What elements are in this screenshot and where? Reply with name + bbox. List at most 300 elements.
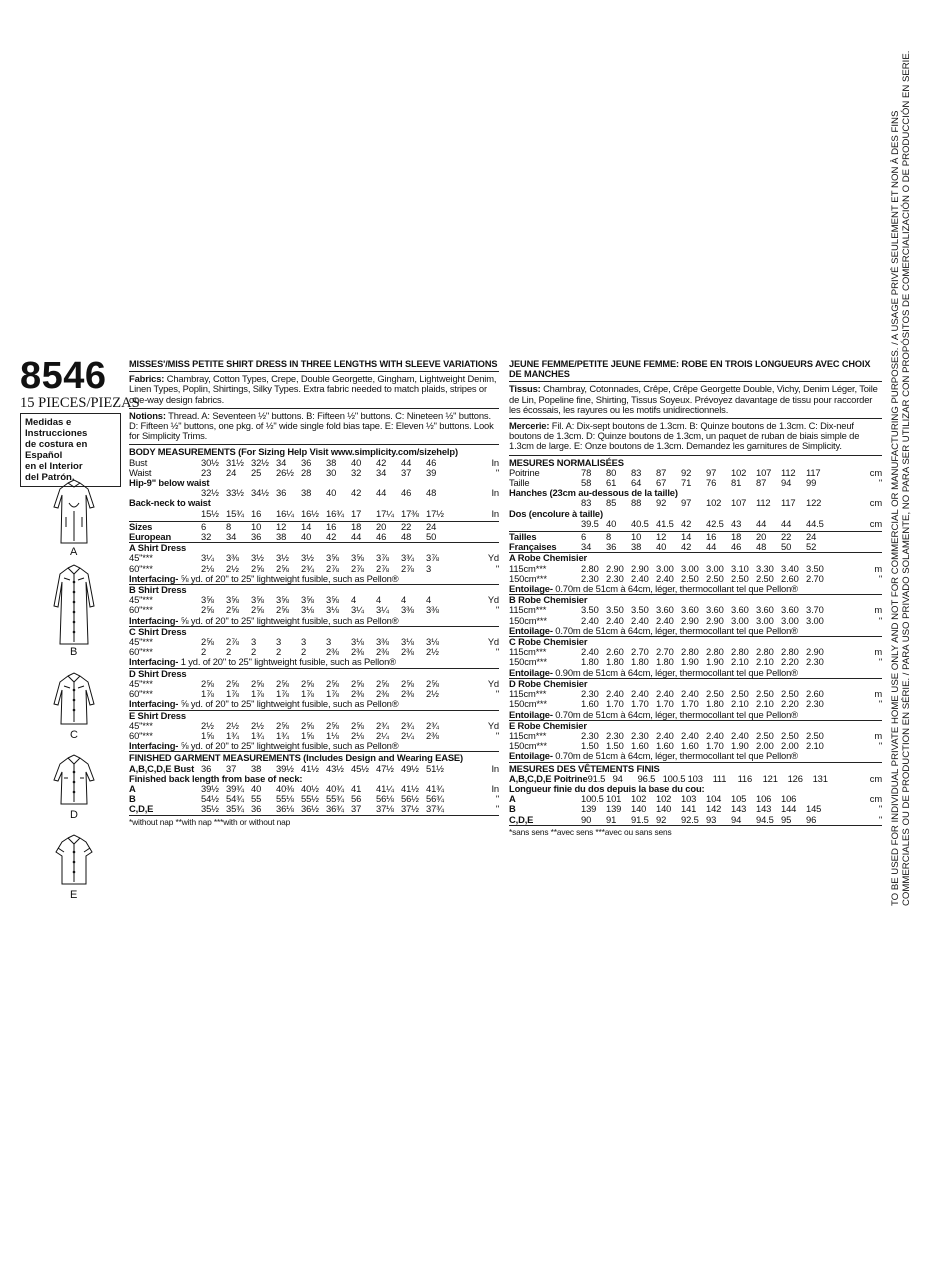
cell-value: 2⅞ xyxy=(376,562,389,574)
cell-value: 2⅜ xyxy=(351,688,364,700)
table-row xyxy=(509,804,882,814)
row-label: Sizes xyxy=(129,520,153,532)
cell-value: 80 xyxy=(606,466,617,478)
cell-value: 90 xyxy=(581,813,592,825)
cell-value: 12 xyxy=(276,520,287,532)
cell-value: 44 xyxy=(706,541,717,553)
cell-value: 2.30 xyxy=(581,729,599,741)
unit: " xyxy=(495,604,499,616)
cell-value: 2.50 xyxy=(706,688,724,700)
yardage-sections xyxy=(129,543,499,752)
cell-value: 41¼ xyxy=(376,782,394,794)
row-label: C,D,E xyxy=(509,813,534,825)
cell-value: 116 xyxy=(737,772,753,784)
unit: m xyxy=(874,729,882,741)
cell-value: 2 xyxy=(226,646,232,658)
cell-value: 36 xyxy=(251,531,262,543)
cell-value: 106 xyxy=(781,793,797,805)
cell-value: 1¾ xyxy=(276,729,289,741)
unit: " xyxy=(878,803,882,815)
cell-value: 3½ xyxy=(251,552,264,564)
cell-value: 58 xyxy=(581,477,592,489)
cell-value: 93 xyxy=(706,813,717,825)
cell-value: 107 xyxy=(731,497,747,509)
cell-value: 2⅝ xyxy=(301,719,314,731)
cell-value: 3¾ xyxy=(401,552,414,564)
cell-value: 2.40 xyxy=(631,572,649,584)
unit: Yd xyxy=(487,594,499,606)
cell-value: 121 xyxy=(762,772,778,784)
section-title: A Shirt Dress xyxy=(129,542,187,554)
cell-value: 4 xyxy=(376,594,382,606)
cell-value: 49½ xyxy=(401,762,419,774)
cell-value: 39 xyxy=(426,466,437,478)
interfacing-note: Entoilage- 0.70m de 51cm à 64cm, léger, thermocollant tel que Pellon® xyxy=(509,750,798,762)
cell-value: 40 xyxy=(301,531,312,543)
cell-value: 2⅝ xyxy=(276,604,289,616)
unit: m xyxy=(874,604,882,616)
cell-value: 2.10 xyxy=(731,656,749,668)
cell-value: 105 xyxy=(731,793,747,805)
cell-value: 1⅝ xyxy=(301,729,314,741)
unit: In xyxy=(491,487,499,499)
cell-value: 17 xyxy=(351,507,362,519)
cell-value: 1.90 xyxy=(681,656,699,668)
cell-value: 2⅝ xyxy=(326,677,339,689)
yardage-section xyxy=(509,721,882,763)
cell-value: 2⅜ xyxy=(426,729,439,741)
yardage-section xyxy=(509,595,882,637)
cell-value: 1.80 xyxy=(581,656,599,668)
cell-value: 106 xyxy=(756,793,772,805)
cell-value: 8 xyxy=(226,520,232,532)
yardage-section xyxy=(129,627,499,669)
unit: " xyxy=(495,793,499,805)
unit: cm xyxy=(869,517,882,529)
table-row xyxy=(129,721,499,731)
cell-value: 18 xyxy=(731,531,742,543)
cell-value: 94 xyxy=(781,477,792,489)
english-footnote: *without nap **with nap ***with or without nap xyxy=(129,816,291,827)
cell-value: 96 xyxy=(806,813,817,825)
french-notions xyxy=(509,419,882,456)
cell-value: 14 xyxy=(681,531,692,543)
cell-value: 88 xyxy=(631,497,642,509)
cell-value: 3¼ xyxy=(351,604,364,616)
yardage-section xyxy=(509,553,882,595)
cell-value: 143 xyxy=(756,803,772,815)
cell-value: 44 xyxy=(376,487,387,499)
cell-value: 2⅜ xyxy=(401,688,414,700)
row-label: 150cm*** xyxy=(509,656,547,668)
cell-value: 3.50 xyxy=(581,604,599,616)
cell-value: 44 xyxy=(756,517,767,529)
cell-value: 10 xyxy=(631,531,642,543)
table-row xyxy=(509,815,882,825)
cell-value: 2.50 xyxy=(781,729,799,741)
cell-value: 3⅝ xyxy=(251,594,264,606)
cell-value: 40⅜ xyxy=(276,782,294,794)
cell-value: 1.90 xyxy=(706,656,724,668)
cell-value: 44 xyxy=(351,531,362,543)
disclaimer-line: COMMERCIALES OU DE PRODUCTION EN SÉRIE. / PARA USO PRIVADO SOLAMENTE, NO PARA SER UTILIZAR CON PROPÓSITOS DE COMERCIALIZACIÓN O DE PRODUCCIÓN EN SERIE. xyxy=(901,50,912,906)
cell-value: 18 xyxy=(351,520,362,532)
french-footnote: *sans sens **avec sens ***avec ou sans sens xyxy=(509,826,672,837)
interfacing-label: Interfacing- xyxy=(129,614,179,626)
row-label: 115cm*** xyxy=(509,562,547,574)
french-fabrics xyxy=(509,382,882,419)
cell-value: 40 xyxy=(326,487,337,499)
dress-back-sketch-a xyxy=(52,477,96,547)
view-label-e: E xyxy=(70,889,78,901)
cell-value: 96.5 xyxy=(637,772,656,784)
cell-value: 3.40 xyxy=(781,562,799,574)
measure-table xyxy=(509,731,882,751)
cell-value: 2.40 xyxy=(606,688,624,700)
cell-value: 48 xyxy=(401,531,412,543)
spanish-note xyxy=(20,413,121,487)
row-label: Françaises xyxy=(509,541,557,553)
cell-value: 1.70 xyxy=(606,698,624,710)
spanish-note-line: de costura en Español xyxy=(25,439,88,461)
interfacing-note: Interfacing- ⅝ yd. of 20" to 25" lightweight fusible, such as Pellon® xyxy=(129,572,399,584)
cell-value: 44.5 xyxy=(806,517,824,529)
cell-value: 42 xyxy=(376,456,387,468)
cell-value: 17¼ xyxy=(376,507,394,519)
measure-table xyxy=(129,522,499,542)
cell-value: 2⅜ xyxy=(326,646,339,658)
view-label-b: B xyxy=(70,646,78,658)
cell-value: 2.80 xyxy=(781,646,799,658)
cell-value: 2.20 xyxy=(781,698,799,710)
cell-value: 51½ xyxy=(426,762,444,774)
unit: cm xyxy=(869,466,882,478)
cell-value: 3.00 xyxy=(731,614,749,626)
cell-value: 2.50 xyxy=(806,729,824,741)
cell-value: 3⅛ xyxy=(301,604,314,616)
row-label: 115cm*** xyxy=(509,646,547,658)
section-title: C Robe Chemisier xyxy=(509,636,588,648)
notions-label: Mercerie: xyxy=(509,420,550,432)
cell-value: 2¼ xyxy=(376,729,389,741)
unit: " xyxy=(878,572,882,584)
cell-value: 47½ xyxy=(376,762,394,774)
cell-value: 42 xyxy=(326,531,337,543)
cell-value: 3⅛ xyxy=(426,636,439,648)
dress-front-sketch-e xyxy=(52,832,96,888)
cell-value: 38 xyxy=(631,541,642,553)
cell-value: 3 xyxy=(301,636,307,648)
interfacing-note: Interfacing- ⅝ yd. of 20" to 25" lightweight fusible, such as Pellon® xyxy=(129,698,399,710)
finished-length-table xyxy=(129,784,499,815)
cell-value: 1.60 xyxy=(681,740,699,752)
section-title: E Robe Chemisier xyxy=(509,719,587,731)
english-title: MISSES'/MISS PETITE SHIRT DRESS IN THREE LENGTHS WITH SLEEVE VARIATIONS xyxy=(129,359,499,372)
cell-value: 117 xyxy=(806,466,821,478)
body-measurements-header: BODY MEASUREMENTS (For Sizing Help Visit www.simplicity.com/sizehelp) xyxy=(129,446,458,458)
cell-value: 103 xyxy=(687,772,703,784)
table-row xyxy=(509,699,882,709)
cell-value: 23 xyxy=(201,466,212,478)
cell-value: 102 xyxy=(706,497,722,509)
row-label: 150cm*** xyxy=(509,614,547,626)
cell-value: 56⅛ xyxy=(376,793,394,805)
cell-value: 2 xyxy=(201,646,207,658)
view-label-c: C xyxy=(70,729,78,741)
cell-value: 81 xyxy=(731,477,742,489)
view-label-a: A xyxy=(70,546,78,558)
cell-value: 140 xyxy=(656,803,672,815)
cell-value: 91.5 xyxy=(631,813,649,825)
row-label: Poitrine xyxy=(509,466,540,478)
cell-value: 16 xyxy=(706,531,717,543)
cell-value: 38 xyxy=(251,762,262,774)
cell-value: 43½ xyxy=(326,762,344,774)
measure-table xyxy=(129,458,499,519)
cell-value: 2⅝ xyxy=(376,677,389,689)
cell-value: 1.50 xyxy=(606,740,624,752)
cell-value: 6 xyxy=(581,531,587,543)
cell-value: 2.60 xyxy=(606,646,624,658)
cell-value: 87 xyxy=(656,466,667,478)
cell-value: 2.40 xyxy=(631,688,649,700)
cell-value: 22 xyxy=(401,520,412,532)
cell-value: 16 xyxy=(326,520,337,532)
disclaimer-line: TO BE USED FOR INDIVIDUAL PRIVATE HOME USE ONLY AND NOT FOR COMMERCIAL OR MANUFACTURING PURPOSES. / A USAGE PRIVÉ SEULEMENT ET NON À DES FINS xyxy=(890,110,901,906)
unit: In xyxy=(491,782,499,794)
row-label: 60"*** xyxy=(129,562,153,574)
row-label: Hanches (23cm au-dessous de la taille) xyxy=(509,487,678,499)
measure-table xyxy=(129,595,499,615)
cell-value: 42.5 xyxy=(706,517,724,529)
row-label: 150cm*** xyxy=(509,740,547,752)
cell-value: 71 xyxy=(681,477,692,489)
cell-value: 36⅛ xyxy=(276,803,294,815)
cell-value: 2⅝ xyxy=(351,719,364,731)
cell-value: 3.50 xyxy=(631,604,649,616)
cell-value: 34 xyxy=(226,531,237,543)
interfacing-note: Entoilage- 0.70m de 51cm à 64cm, léger, thermocollant tel que Pellon® xyxy=(509,624,798,636)
cell-value: 39¾ xyxy=(226,782,244,794)
cell-value: 41½ xyxy=(401,782,419,794)
cell-value: 40½ xyxy=(301,782,319,794)
cell-value: 35¾ xyxy=(226,803,244,815)
cell-value: 14 xyxy=(301,520,312,532)
cell-value: 2.10 xyxy=(806,740,824,752)
table-row xyxy=(129,478,499,488)
cell-value: 1¾ xyxy=(226,729,239,741)
cell-value: 4 xyxy=(401,594,407,606)
cell-value: 2.60 xyxy=(806,688,824,700)
row-label: A xyxy=(129,782,136,794)
cell-value: 34 xyxy=(376,466,387,478)
cell-value: 56 xyxy=(351,793,362,805)
table-row xyxy=(129,595,499,605)
measure-table xyxy=(129,553,499,573)
cell-value: 2.40 xyxy=(656,688,674,700)
cell-value: 91.5 xyxy=(587,772,606,784)
cell-value: 39½ xyxy=(276,762,294,774)
cell-value: 3½ xyxy=(301,552,314,564)
row-label: 115cm*** xyxy=(509,604,547,616)
cell-value: 2.20 xyxy=(781,656,799,668)
table-row xyxy=(509,468,882,478)
section-title: B Robe Chemisier xyxy=(509,594,588,606)
cell-value: 2⅜ xyxy=(376,646,389,658)
cell-value: 3¼ xyxy=(201,552,214,564)
cell-value: 3.00 xyxy=(706,562,724,574)
cell-value: 92.5 xyxy=(681,813,699,825)
cell-value: 2.70 xyxy=(806,572,824,584)
cell-value: 2½ xyxy=(201,719,214,731)
table-row xyxy=(129,553,499,563)
cell-value: 10 xyxy=(251,520,262,532)
cell-value: 40 xyxy=(351,456,362,468)
cell-value: 40 xyxy=(606,517,617,529)
english-fabrics xyxy=(129,372,499,409)
cell-value: 102 xyxy=(731,466,747,478)
row-label: Back-neck to waist xyxy=(129,497,211,509)
table-row xyxy=(509,519,882,529)
body-measurements-table xyxy=(129,458,499,519)
unit: " xyxy=(878,656,882,668)
cell-value: 35½ xyxy=(201,803,219,815)
cell-value: 3.70 xyxy=(806,604,824,616)
cell-value: 2.50 xyxy=(731,688,749,700)
cell-value: 2⅝ xyxy=(251,562,264,574)
row-label xyxy=(509,519,581,529)
unit: " xyxy=(878,813,882,825)
cell-value: 2.30 xyxy=(631,729,649,741)
cell-value: 2.00 xyxy=(781,740,799,752)
cell-value: 112 xyxy=(781,466,796,478)
cell-value: 3.60 xyxy=(706,604,724,616)
finished-header: FINISHED GARMENT MEASUREMENTS (Includes Design and Wearing EASE) xyxy=(129,752,464,764)
cell-value: 83 xyxy=(631,466,642,478)
yardage-section xyxy=(129,543,499,585)
unit: m xyxy=(874,646,882,658)
measure-table xyxy=(509,468,882,529)
cell-value: 2.80 xyxy=(581,562,599,574)
cell-value: 2⅝ xyxy=(226,677,239,689)
cell-value: 2⅝ xyxy=(201,677,214,689)
cell-value: 24 xyxy=(426,520,437,532)
cell-value: 3.00 xyxy=(781,614,799,626)
cell-value: 48 xyxy=(756,541,767,553)
cell-value: 28 xyxy=(301,466,312,478)
cell-value: 2.10 xyxy=(756,698,774,710)
cell-value: 22 xyxy=(781,531,792,543)
cell-value: 2.50 xyxy=(756,572,774,584)
cell-value: 41¾ xyxy=(426,782,444,794)
cell-value: 2½ xyxy=(426,646,439,658)
unit: m xyxy=(874,688,882,700)
cell-value: 94 xyxy=(612,772,623,784)
cell-value: 2⅜ xyxy=(401,646,414,658)
cell-value: 15½ xyxy=(201,507,219,519)
cell-value: 3⅜ xyxy=(226,552,239,564)
cell-value: 94 xyxy=(731,813,742,825)
cell-value: 3.00 xyxy=(656,562,674,574)
cell-value: 2⅝ xyxy=(351,677,364,689)
cell-value: 1⅞ xyxy=(301,688,314,700)
cell-value: 31½ xyxy=(226,456,244,468)
cell-value: 100.5 xyxy=(662,772,686,784)
table-row xyxy=(509,542,882,552)
cell-value: 2.50 xyxy=(681,572,699,584)
cell-value: 32 xyxy=(351,466,362,478)
row-label: Dos (encolure à taille) xyxy=(509,507,603,519)
cell-value: 24 xyxy=(226,466,237,478)
cell-value: 3⅝ xyxy=(326,594,339,606)
unit: Yd xyxy=(487,636,499,648)
interfacing-note: Entoilage- 0.90m de 51cm à 64cm, léger, thermocollant tel que Pellon® xyxy=(509,666,798,678)
interfacing-label: Entoilage- xyxy=(509,666,553,678)
cell-value: 41.5 xyxy=(656,517,674,529)
sizes-table xyxy=(509,532,882,552)
cell-value: 3⅛ xyxy=(351,636,364,648)
cell-value: 97 xyxy=(706,466,717,478)
section-title: E Shirt Dress xyxy=(129,709,186,721)
cell-value: 2.30 xyxy=(806,698,824,710)
fabrics-text: Chambray, Cotton Types, Crepe, Double Georgette, Gingham, Lightweight Denim, Linen Types, Poplin, Shirtings, Silky Types. Extra fabric needed to match plaids, stripes or one-way design fabrics. xyxy=(129,373,497,405)
cell-value: 2⅝ xyxy=(251,677,264,689)
cell-value: 2.70 xyxy=(656,646,674,658)
cell-value: 2 xyxy=(251,646,257,658)
table-row xyxy=(129,637,499,647)
cell-value: 2¾ xyxy=(376,719,389,731)
cell-value: 2.90 xyxy=(681,614,699,626)
cell-value: 3.00 xyxy=(806,614,824,626)
cell-value: 3⅞ xyxy=(376,552,389,564)
cell-value: 126 xyxy=(787,772,803,784)
cell-value: 2⅝ xyxy=(326,719,339,731)
measure-table xyxy=(509,532,882,552)
cell-value: 122 xyxy=(806,497,822,509)
dress-front-sketch-b xyxy=(52,562,96,648)
cell-value: 1.70 xyxy=(631,698,649,710)
row-label: 60"*** xyxy=(129,646,153,658)
row-label: 60"*** xyxy=(129,604,153,616)
cell-value: 92 xyxy=(681,466,692,478)
row-label: A xyxy=(509,793,516,805)
cell-value: 2.90 xyxy=(806,646,824,658)
yardage-section xyxy=(129,585,499,627)
cell-value: 3⅝ xyxy=(276,594,289,606)
cell-value: 2.40 xyxy=(681,729,699,741)
cell-value: 3⅝ xyxy=(351,552,364,564)
row-label xyxy=(129,509,201,519)
row-label: B xyxy=(129,793,136,805)
cell-value: 2.70 xyxy=(631,646,649,658)
cell-value: 36¾ xyxy=(326,803,344,815)
cell-value: 3.60 xyxy=(756,604,774,616)
interfacing-note: Entoilage- 0.70m de 51cm à 64cm, léger, thermocollant tel que Pellon® xyxy=(509,708,798,720)
cell-value: 46 xyxy=(731,541,742,553)
cell-value: 32½ xyxy=(251,456,269,468)
table-row xyxy=(509,509,882,519)
finished-back-label: Longueur finie du dos depuis la base du cou: xyxy=(509,782,705,794)
cell-value: 143 xyxy=(731,803,747,815)
row-label: 150cm*** xyxy=(509,572,547,584)
cell-value: 2½ xyxy=(426,688,439,700)
interfacing-note: Interfacing- ⅝ yd. of 20" to 25" lightweight fusible, such as Pellon® xyxy=(129,614,399,626)
cell-value: 2¾ xyxy=(301,562,314,574)
cell-value: 2⅞ xyxy=(351,562,364,574)
table-row xyxy=(129,522,499,532)
cell-value: 40 xyxy=(656,541,667,553)
cell-value: 99 xyxy=(806,477,817,489)
